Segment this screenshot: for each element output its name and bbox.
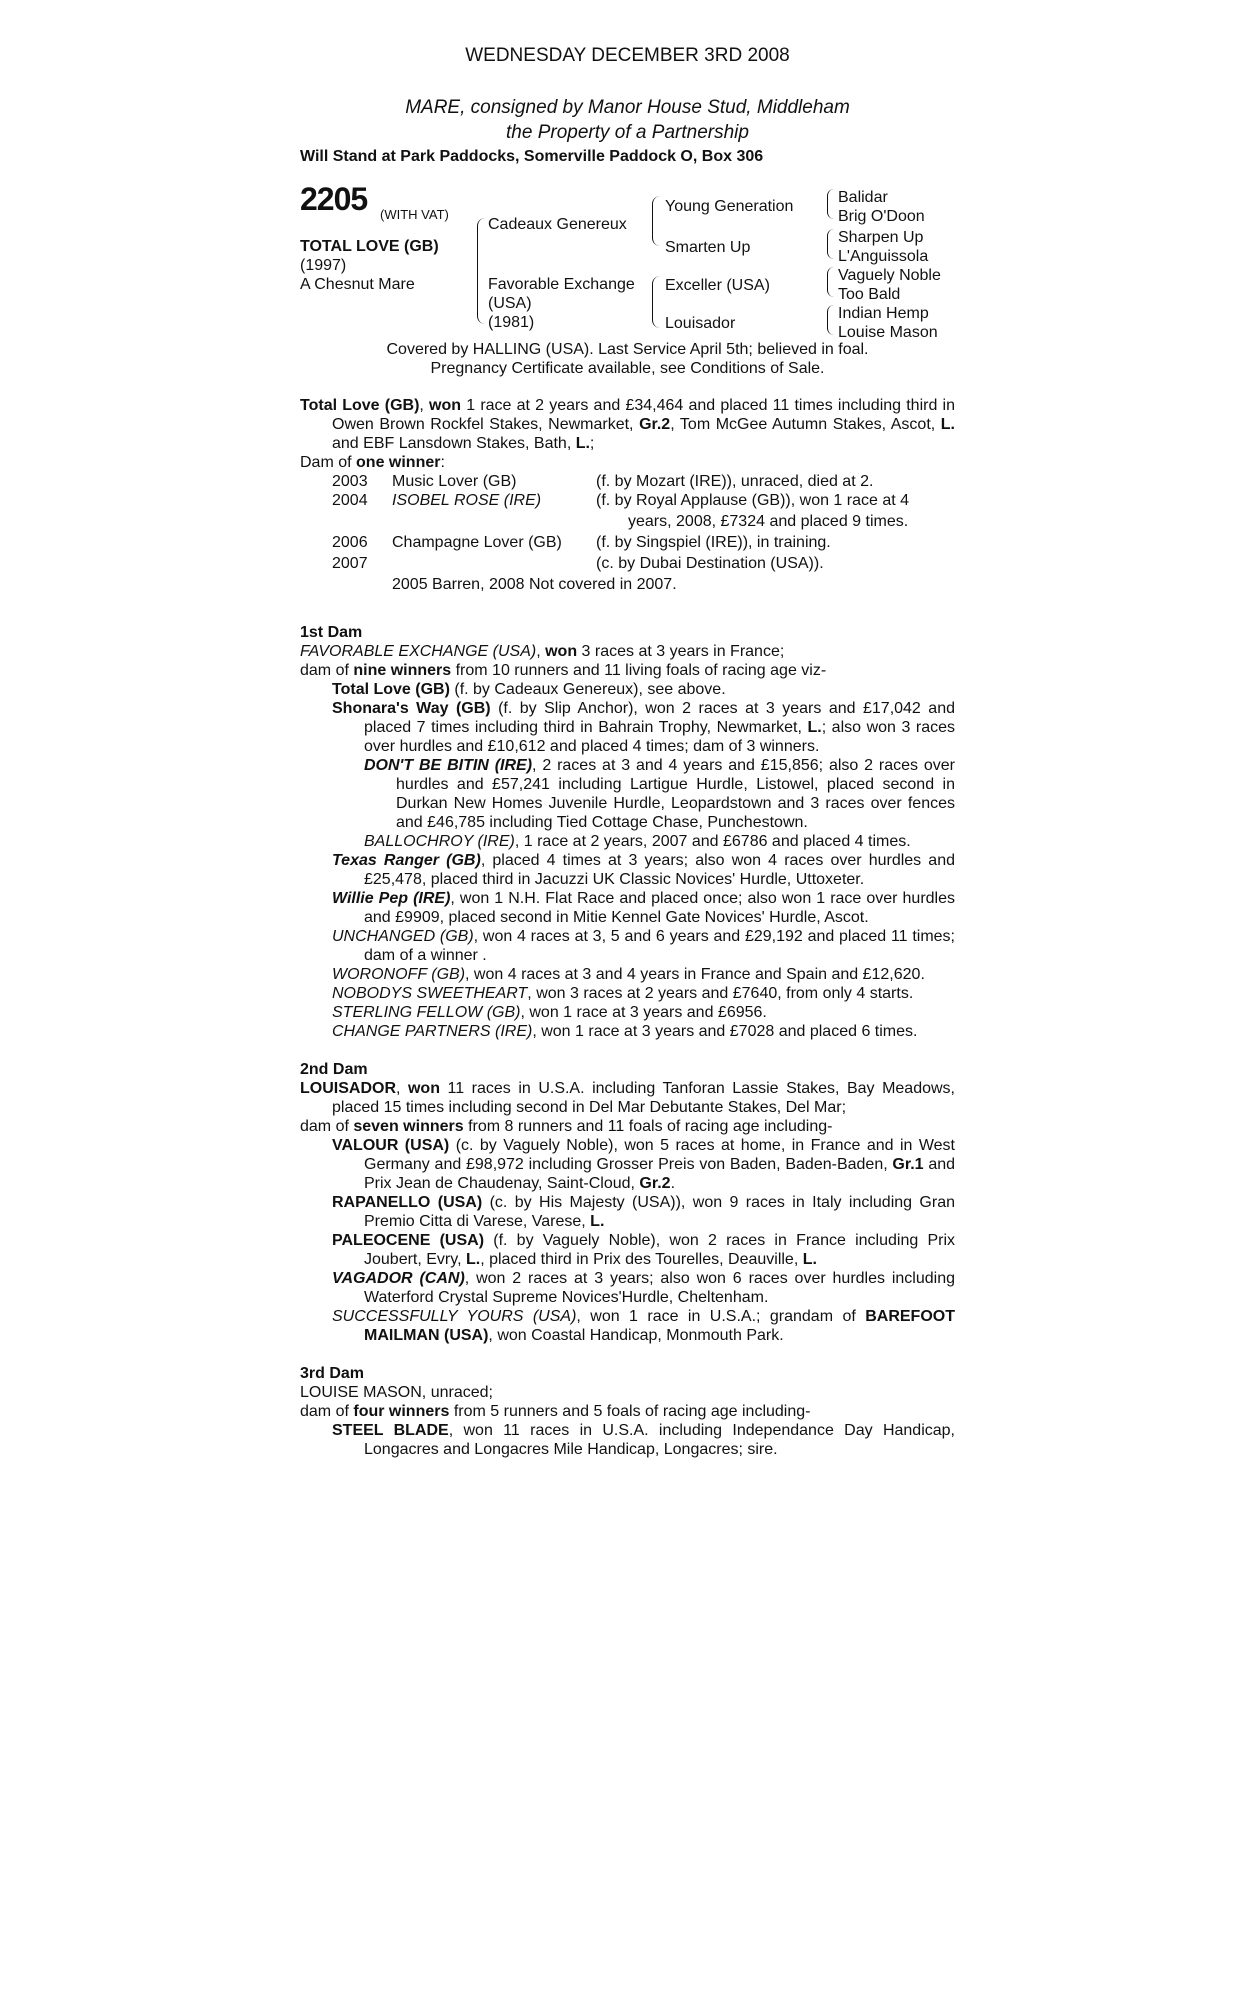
pedigree-dam-dam: Louisador — [665, 315, 736, 332]
foal-row: 2004 ISOBEL ROSE (IRE) (f. by Royal Applause (GB)), won 1 race at 4 — [332, 492, 910, 509]
sale-date: WEDNESDAY DECEMBER 3RD 2008 — [465, 45, 790, 66]
barren-note: 2005 Barren, 2008 Not covered in 2007. — [392, 576, 677, 593]
horse-description: A Chesnut Mare — [300, 276, 415, 293]
pedigree-g3: L'Anguissola — [838, 248, 929, 265]
consignor-line: MARE, consigned by Manor House Stud, Middleham — [405, 97, 850, 118]
first-dam-heading: 1st Dam — [300, 624, 363, 641]
pedigree-g3: Louise Mason — [838, 324, 938, 341]
horse-name: TOTAL LOVE (GB) — [300, 238, 439, 255]
first-dam-line: FAVORABLE EXCHANGE (USA), won 3 races at 3 years in France; — [300, 643, 785, 660]
pedigree-g3: Balidar — [838, 189, 888, 206]
pedigree-dam: Favorable Exchange — [488, 276, 635, 293]
horse-year: (1997) — [300, 257, 347, 274]
certificate-line: Pregnancy Certificate available, see Conditions of Sale. — [430, 360, 825, 377]
produce-entry: CHANGE PARTNERS (IRE), won 1 race at 3 years and £7028 and placed 6 times. — [332, 1023, 918, 1040]
foal-row-continued: years, 2008, £7324 and placed 9 times. — [628, 513, 909, 530]
produce-entry: RAPANELLO (USA) (c. by His Majesty (USA)), won 9 races in Italy including Gran Premio Citta di Varese, Varese, L. — [332, 1194, 956, 1230]
produce-entry: Texas Ranger (GB), placed 4 times at 3 years; also won 4 races over hurdles and £25,478, placed third in Jacuzzi UK Classic Novices' Hurdle, Uttoxeter. — [332, 852, 955, 888]
produce-summary: Total Love (GB), won 1 race at 2 years and £34,464 and placed 11 times including third in Owen Brown Rockfel Stakes, Newmarket, Gr.2, Tom McGee Autumn Stakes, Ascot, L. and EBF Lansdown Stakes, Bath, L.; — [300, 397, 956, 452]
produce-entry: BALLOCHROY (IRE), 1 race at 2 years, 2007 and £6786 and placed 4 times. — [364, 833, 911, 850]
covering-note — [300, 340, 955, 378]
pedigree-dam-year: (1981) — [488, 314, 535, 331]
dam-of-line: Dam of one winner: — [300, 454, 445, 471]
lot-number: 2205 — [300, 181, 368, 217]
pedigree-brace — [827, 267, 834, 297]
produce-entry: UNCHANGED (GB), won 4 races at 3, 5 and 6 years and £29,192 and placed 11 times; dam of a winner . — [332, 928, 955, 964]
produce-entry: PALEOCENE (USA) (f. by Vaguely Noble), won 2 races in France including Prix Joubert, Evry, L., placed third in Prix des Tourelles, Deauville, L. — [332, 1232, 956, 1268]
pedigree-sire-sire: Young Generation — [665, 198, 794, 215]
third-dam-heading: 3rd Dam — [300, 1365, 365, 1382]
third-dam-line: LOUISE MASON, unraced; — [300, 1384, 493, 1401]
second-dam-heading: 2nd Dam — [300, 1061, 368, 1078]
pedigree-g3: Sharpen Up — [838, 229, 924, 246]
pedigree-dam-country: (USA) — [488, 295, 532, 312]
produce-entry: Shonara's Way (GB) (f. by Slip Anchor), won 2 races at 3 years and £17,042 and placed 7 times including third in Bahrain Trophy, Newmarket, L.; also won 3 races over hurdles and £10,612 and placed 4 times; dam of 3 winners. — [332, 700, 956, 755]
foal-row: 2003 Music Lover (GB) (f. by Mozart (IRE)), unraced, died at 2. — [332, 473, 874, 490]
pedigree-sire-dam: Smarten Up — [665, 239, 751, 256]
property-line: the Property of a Partnership — [506, 122, 749, 143]
pedigree-brace — [827, 189, 834, 219]
covering-line: Covered by HALLING (USA). Last Service April 5th; believed in foal. — [386, 341, 869, 358]
pedigree-g3: Brig O'Doon — [838, 208, 925, 225]
produce-entry: VALOUR (USA) (c. by Vaguely Noble), won 5 races at home, in France and in West Germany and £98,972 including Grosser Preis von Baden, Baden-Baden, Gr.1 and Prix Jean de Chaudenay, Saint-Cloud, Gr.2. — [332, 1137, 956, 1192]
pedigree-dam-sire: Exceller (USA) — [665, 277, 770, 294]
produce-entry: STEEL BLADE, won 11 races in U.S.A. including Independance Day Handicap, Longacres and Longacres Mile Handicap, Longacres; sire. — [332, 1422, 956, 1458]
pedigree-brace — [652, 276, 660, 328]
first-dam-produce: dam of nine winners from 10 runners and 11 living foals of racing age viz- — [300, 662, 827, 679]
produce-entry: STERLING FELLOW (GB), won 1 race at 3 years and £6956. — [332, 1004, 767, 1021]
pedigree-g3: Too Bald — [838, 286, 901, 303]
pedigree-brace — [827, 305, 834, 335]
pedigree-brace — [652, 196, 660, 246]
third-dam-produce: dam of four winners from 5 runners and 5 foals of racing age including- — [300, 1403, 811, 1420]
produce-entry: NOBODYS SWEETHEART, won 3 races at 2 years and £7640, from only 4 starts. — [332, 985, 914, 1002]
stand-location: Will Stand at Park Paddocks, Somerville Paddock O, Box 306 — [300, 148, 764, 165]
produce-entry: VAGADOR (CAN), won 2 races at 3 years; also won 6 races over hurdles including Waterford Crystal Supreme Novices'Hurdle, Cheltenham. — [332, 1270, 956, 1306]
pedigree-sire: Cadeaux Genereux — [488, 216, 627, 233]
produce-entry: Willie Pep (IRE), won 1 N.H. Flat Race and placed once; also won 1 race over hurdles and £9909, placed second in Mitie Kennel Gate Novices' Hurdle, Ascot. — [332, 890, 956, 926]
produce-entry: SUCCESSFULLY YOURS (USA), won 1 race in U.S.A.; grandam of BAREFOOT MAILMAN (USA), won Coastal Handicap, Monmouth Park. — [332, 1308, 955, 1344]
produce-entry: Total Love (GB) (f. by Cadeaux Genereux), see above. — [332, 681, 726, 698]
catalogue-body — [300, 396, 955, 1459]
pedigree-g3: Vaguely Noble — [838, 267, 941, 284]
pedigree-brace — [827, 229, 834, 259]
pedigree-g3: Indian Hemp — [838, 305, 929, 322]
second-dam-produce: dam of seven winners from 8 runners and 11 foals of racing age including- — [300, 1118, 833, 1135]
second-dam-line: LOUISADOR, won 11 races in U.S.A. including Tanforan Lassie Stakes, Bay Meadows, placed 15 times including second in Del Mar Debutante Stakes, Del Mar; — [300, 1080, 956, 1116]
produce-entry: WORONOFF (GB), won 4 races at 3 and 4 years in France and Spain and £12,620. — [332, 966, 925, 983]
pedigree-brace — [477, 218, 486, 324]
foal-row: 2006 Champagne Lover (GB) (f. by Singspiel (IRE)), in training. — [332, 534, 831, 551]
vat-note: (WITH VAT) — [380, 207, 449, 222]
foal-row: 2007 (c. by Dubai Destination (USA)). — [332, 555, 824, 572]
produce-entry: DON'T BE BITIN (IRE), 2 races at 3 and 4 years and £15,856; also 2 races over hurdles and £57,241 including Lartigue Hurdle, Listowel, placed second in Durkan New Homes Juvenile Hurdle, Leopardstown and 3 races over fences and £46,785 including Tied Cottage Chase, Punchestown. — [364, 757, 955, 831]
foal-list — [300, 472, 955, 594]
